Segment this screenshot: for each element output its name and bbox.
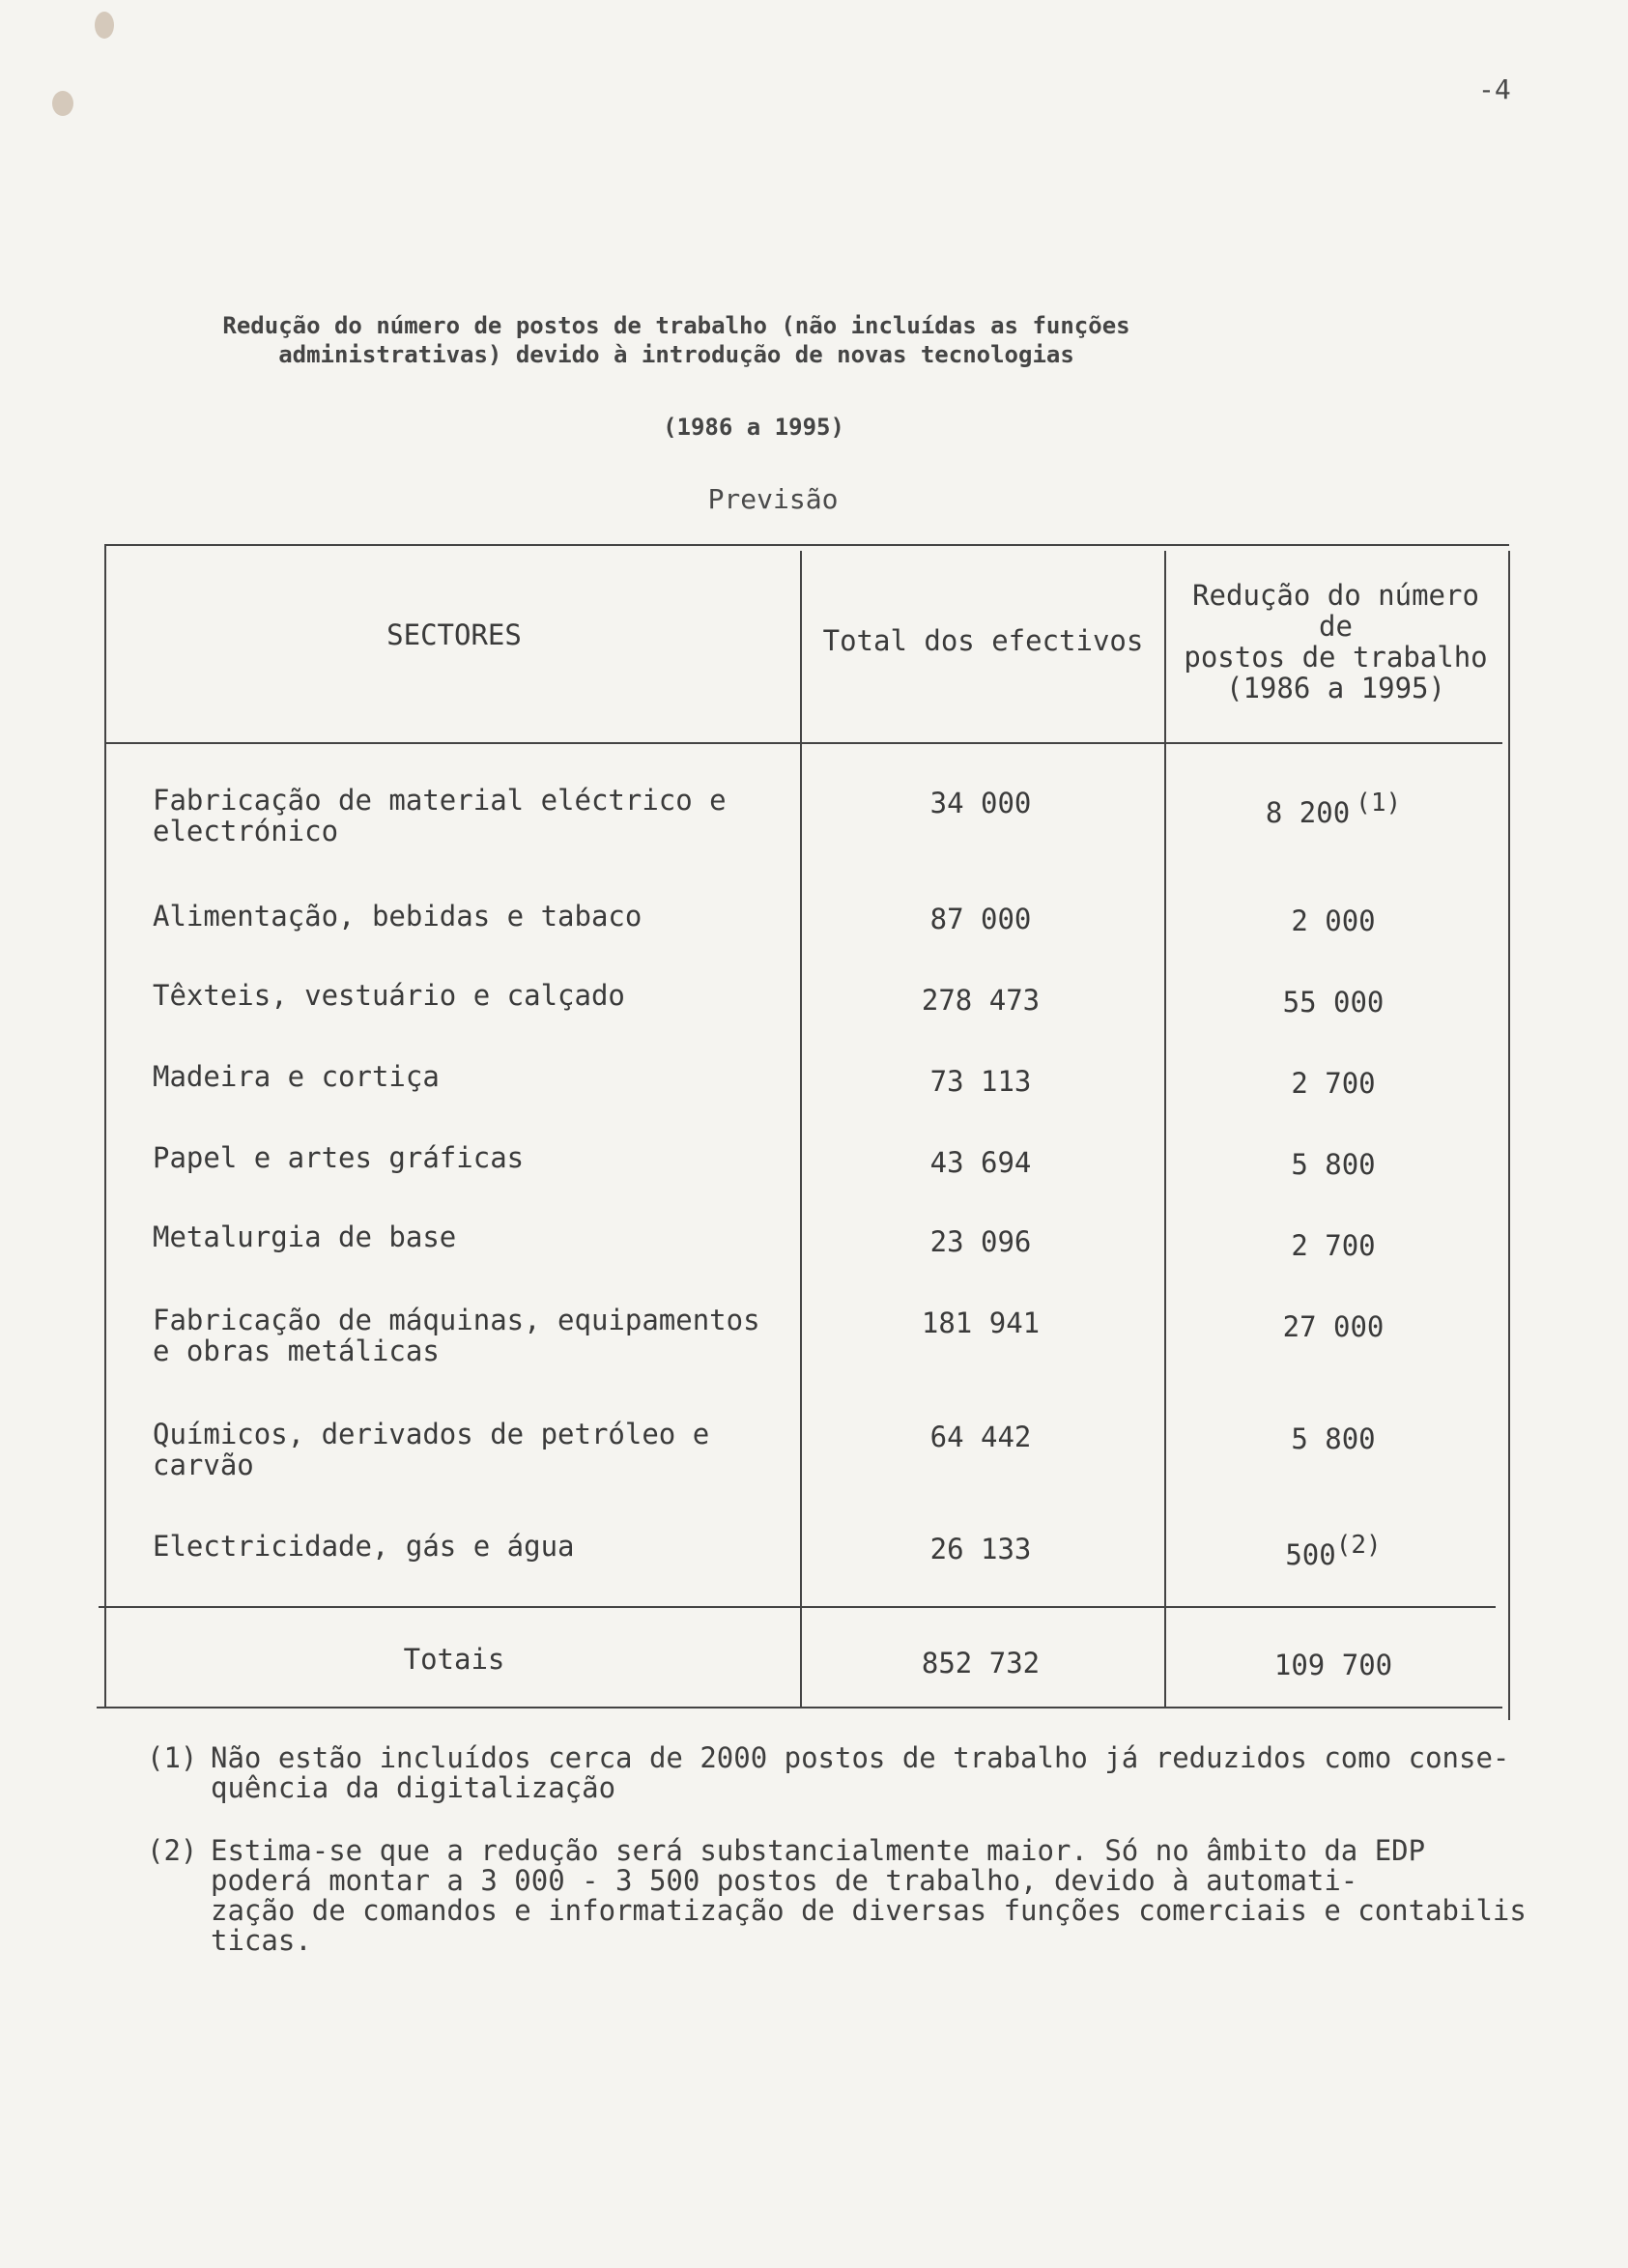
- table-bottom-border: [97, 1707, 1502, 1708]
- title-line-1: Redução do número de postos de trabalho (não incluídas as funções: [222, 312, 1130, 339]
- title-line-2: administrativas) devido à introdução de novas tecnologias: [278, 341, 1074, 368]
- page-number: -4: [1478, 73, 1511, 105]
- sector-total: 64 442: [929, 1421, 1032, 1453]
- footnote-2: [147, 1836, 1528, 1956]
- sector-total: 34 000: [929, 787, 1032, 819]
- sector-reducao: [1208, 789, 1459, 829]
- header-reducao-line-2: de: [1319, 610, 1353, 643]
- footnote-ref: (2): [1335, 1531, 1382, 1560]
- footnote-ref: (1): [1356, 789, 1402, 818]
- sector-reducao: 2 700: [1291, 1229, 1376, 1262]
- sector-name: Madeira e cortiça: [153, 1060, 440, 1093]
- table-left-border: [104, 544, 106, 1708]
- reducao-value: 500: [1285, 1538, 1336, 1571]
- sector-total: 73 113: [929, 1065, 1032, 1098]
- footnote-text: Não estão incluídos cerca de 2000 postos de trabalho já reduzidos como conse- quência da digitalização: [211, 1741, 1510, 1804]
- footnote-marker: (1): [147, 1741, 198, 1774]
- totals-total: 852 732: [921, 1647, 1041, 1679]
- footnote-1: [147, 1743, 1528, 1803]
- period: (1986 a 1995): [663, 414, 844, 441]
- sector-reducao: 27 000: [1282, 1310, 1385, 1343]
- reducao-value: 8 200: [1265, 796, 1351, 829]
- sector-reducao: 5 800: [1291, 1422, 1376, 1455]
- table-col-divider-1: [800, 551, 802, 1708]
- sector-name: Fabricação de material eléctrico e electrónico: [153, 784, 727, 847]
- punch-hole-left: [52, 91, 73, 116]
- sector-name: Papel e artes gráficas: [153, 1141, 525, 1174]
- footnote-marker: (2): [147, 1834, 198, 1867]
- sector-total: 23 096: [929, 1225, 1032, 1258]
- sector-name: Metalurgia de base: [153, 1220, 457, 1253]
- table-col-divider-2: [1164, 551, 1166, 1708]
- sector-name: Electricidade, gás e água: [153, 1530, 575, 1563]
- header-sectores: SECTORES: [386, 618, 522, 651]
- sector-total: 278 473: [921, 984, 1041, 1017]
- header-reducao: [1164, 580, 1507, 703]
- totals-label: Totais: [403, 1643, 505, 1676]
- table-top-border: [106, 544, 1509, 546]
- table-totals-divider: [99, 1606, 1496, 1608]
- sector-reducao: 2 000: [1291, 904, 1376, 937]
- header-reducao-line-1: Redução do número: [1192, 579, 1479, 612]
- subtitle: Previsão: [707, 483, 839, 515]
- sector-total: 87 000: [929, 903, 1032, 935]
- sector-name: Químicos, derivados de petróleo e carvão: [153, 1418, 710, 1481]
- sector-total: 181 941: [921, 1306, 1041, 1339]
- sector-reducao: 2 700: [1291, 1067, 1376, 1100]
- sector-total: 43 694: [929, 1146, 1032, 1179]
- sector-reducao: 55 000: [1282, 986, 1385, 1019]
- table-header-divider: [106, 742, 1502, 744]
- header-total-efectivos: Total dos efectivos: [822, 624, 1144, 657]
- footnote-text: Estima-se que a redução será substancialmente maior. Só no âmbito da EDP poderá montar a 3 000 - 3 500 postos de trabalho, devido à automati- zação de comandos e informatização de diversas funções comerciais e contabilis ticas.: [211, 1834, 1527, 1957]
- sector-name: Alimentação, bebidas e tabaco: [153, 900, 643, 933]
- table-right-border: [1508, 551, 1510, 1720]
- sector-name: Fabricação de máquinas, equipamentos e obras metálicas: [153, 1304, 760, 1367]
- punch-hole-top: [95, 12, 114, 39]
- sector-name: Têxteis, vestuário e calçado: [153, 979, 625, 1012]
- header-reducao-line-3: postos de trabalho: [1184, 641, 1488, 674]
- sector-reducao: 5 800: [1291, 1148, 1376, 1181]
- document-title: [193, 311, 1159, 369]
- sector-total: 26 133: [929, 1533, 1032, 1565]
- totals-reducao: 109 700: [1273, 1649, 1393, 1681]
- header-reducao-line-4: (1986 a 1995): [1226, 672, 1445, 704]
- sector-reducao: [1208, 1531, 1459, 1571]
